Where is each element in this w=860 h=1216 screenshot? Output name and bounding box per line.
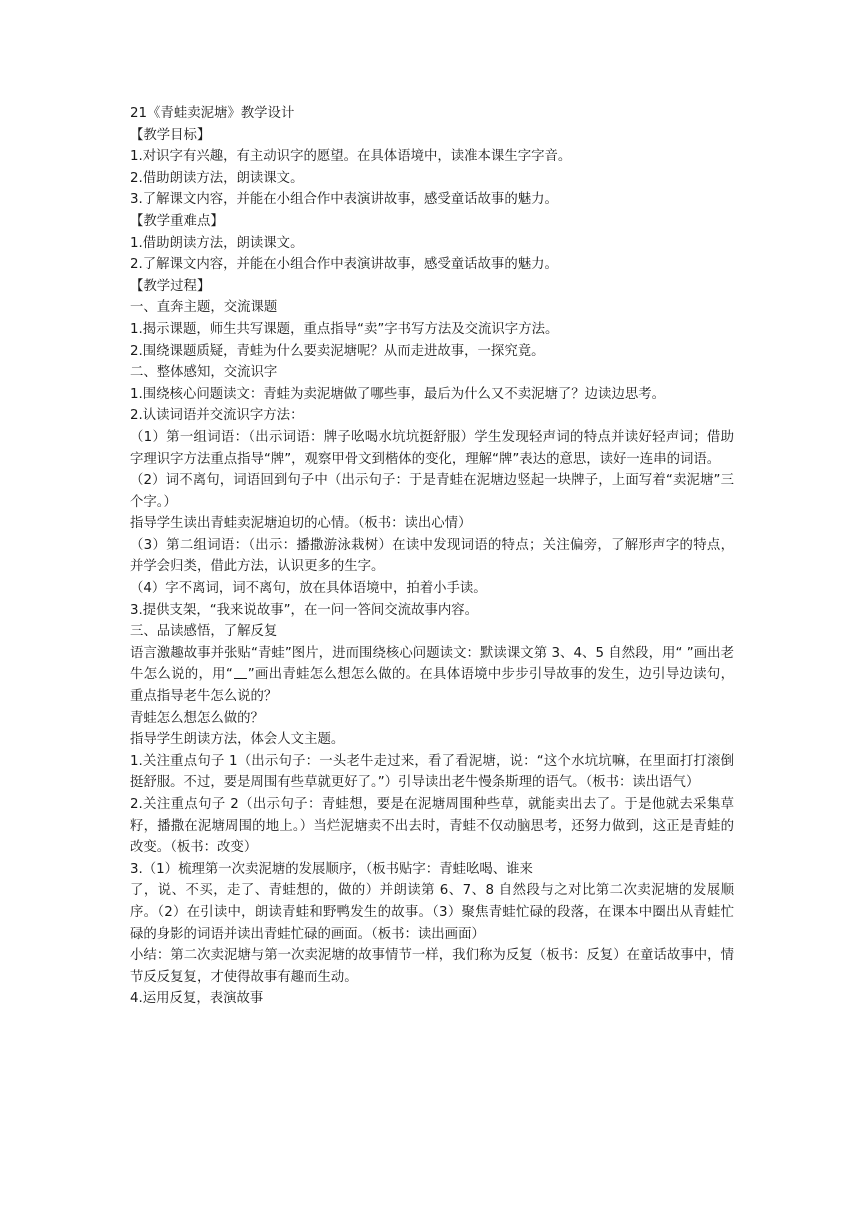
paragraph: 1.围绕核心问题读文：青蛙为卖泥塘做了哪些事，最后为什么又不卖泥塘了？边读边思考。 <box>130 386 666 402</box>
keypoint-item: 2.了解课文内容，并能在小组合作中表演讲故事，感受童话故事的魅力。 <box>130 257 558 273</box>
paragraph: 青蛙怎么想怎么做的？ <box>130 710 264 726</box>
keypoint-item: 1.借助朗读方法，朗读课文。 <box>130 235 304 251</box>
paragraph: （1）第一组词语：（出示词语：牌子吆喝水坑坑挺舒服）学生发现轻声词的特点并读好轻声词；借助字理识字方法重点指导“牌”，观察甲骨文到楷体的变化，理解“牌”表达的意思，读好一连串的词语。 <box>130 429 734 467</box>
section-heading: 三、品读感悟，了解反复 <box>130 624 278 640</box>
paragraph-part: ”画出青蛙怎么想怎么做的。在具体语境中步步引导故事的发生，边引导边读句，重点指导老牛怎么说的？ <box>130 667 735 705</box>
paragraph: 2.关注重点句子 2（出示句子：青蛙想，要是在泥塘周围种些草，就能卖出去了。于是他就去采集草籽，播撒在泥塘周围的地上。）当烂泥塘卖不出去时，青蛙不仅动脑思考，还努力做到，这正是青蛙的改变。（板书：改变） <box>130 797 734 856</box>
paragraph: 指导学生朗读方法，体会人文主题。 <box>130 732 345 748</box>
paragraph: 1.关注重点句子 1（出示句子：一头老牛走过来，看了看泥塘，说：“这个水坑坑嘛，在里面打打滚倒挺舒服。不过，要是周围有些草就更好了。”）引导读出老牛慢条斯理的语气。（板书：读出语气） <box>130 753 734 791</box>
document-title: 21《青蛙卖泥塘》教学设计 <box>130 106 295 121</box>
paragraph: （3）第二组词语：（出示：播撒游泳栽树）在读中发现词语的特点；关注偏旁，了解形声字的特点，并学会归类，借此方法，认识更多的生字。 <box>130 537 734 575</box>
objective-item: 3.了解课文内容，并能在小组合作中表演讲故事，感受童话故事的魅力。 <box>130 192 558 208</box>
paragraph: 3.（1）梳理第一次卖泥塘的发展顺序，（板书贴字：青蛙吆喝、谁来 <box>130 861 533 877</box>
paragraph: 小结：第二次卖泥塘与第一次卖泥塘的故事情节一样，我们称为反复（板书：反复）在童话故事中，情节反反复复，才使得故事有趣而生动。 <box>130 948 734 985</box>
paragraph: 3.提供支架，“我来说故事”，在一问一答间交流故事内容。 <box>130 602 479 618</box>
paragraph-part: 语言激趣故事并张贴“青蛙”图片，进而围绕核心问题读文：默读课文第 3、4、5 自然段，用“ ”画出老牛怎么说的，用“ <box>130 645 734 683</box>
keypoints-heading: 【教学重难点】 <box>130 213 224 229</box>
process-heading: 【教学过程】 <box>130 278 211 294</box>
underline-mark <box>234 666 247 679</box>
paragraph: 了，说、不买，走了、青蛙想的，做的）并朗读第 6、7、8 自然段与之对比第二次卖泥塘的发展顺序。（2）在引读中，朗读青蛙和野鸭发生的故事。（3）聚焦青蛙忙碌的段落，在课本中圈出从青蛙忙碌的身影的词语并读出青蛙忙碌的画面。（板书：读出画面） <box>130 883 734 942</box>
section-heading: 二、整体感知，交流识字 <box>130 365 278 381</box>
paragraph: 4.运用反复，表演故事 <box>130 991 264 1007</box>
paragraph: 2.认读词语并交流识字方法： <box>130 408 304 424</box>
document-page <box>130 103 734 1010</box>
objective-item: 1.对识字有兴趣，有主动识字的愿望。在具体语境中，读准本课生字字音。 <box>130 149 572 165</box>
paragraph: 2.围绕课题质疑，青蛙为什么要卖泥塘呢？从而走进故事，一探究竟。 <box>130 343 545 359</box>
paragraph <box>130 643 734 708</box>
paragraph: （2）词不离句，词语回到句子中（出示句子：于是青蛙在泥塘边竖起一块牌子，上面写着“卖泥塘”三个字。） <box>130 473 734 510</box>
paragraph: 1.揭示课题，师生共写课题，重点指导“卖”字书写方法及交流识字方法。 <box>130 321 559 337</box>
paragraph: （4）字不离词，词不离句，放在具体语境中，拍着小手读。 <box>130 581 487 597</box>
paragraph: 指导学生读出青蛙卖泥塘迫切的心情。（板书：读出心情） <box>130 516 472 532</box>
objectives-heading: 【教学目标】 <box>130 127 211 143</box>
objective-item: 2.借助朗读方法，朗读课文。 <box>130 170 304 186</box>
section-heading: 一、直奔主题，交流课题 <box>130 300 278 316</box>
